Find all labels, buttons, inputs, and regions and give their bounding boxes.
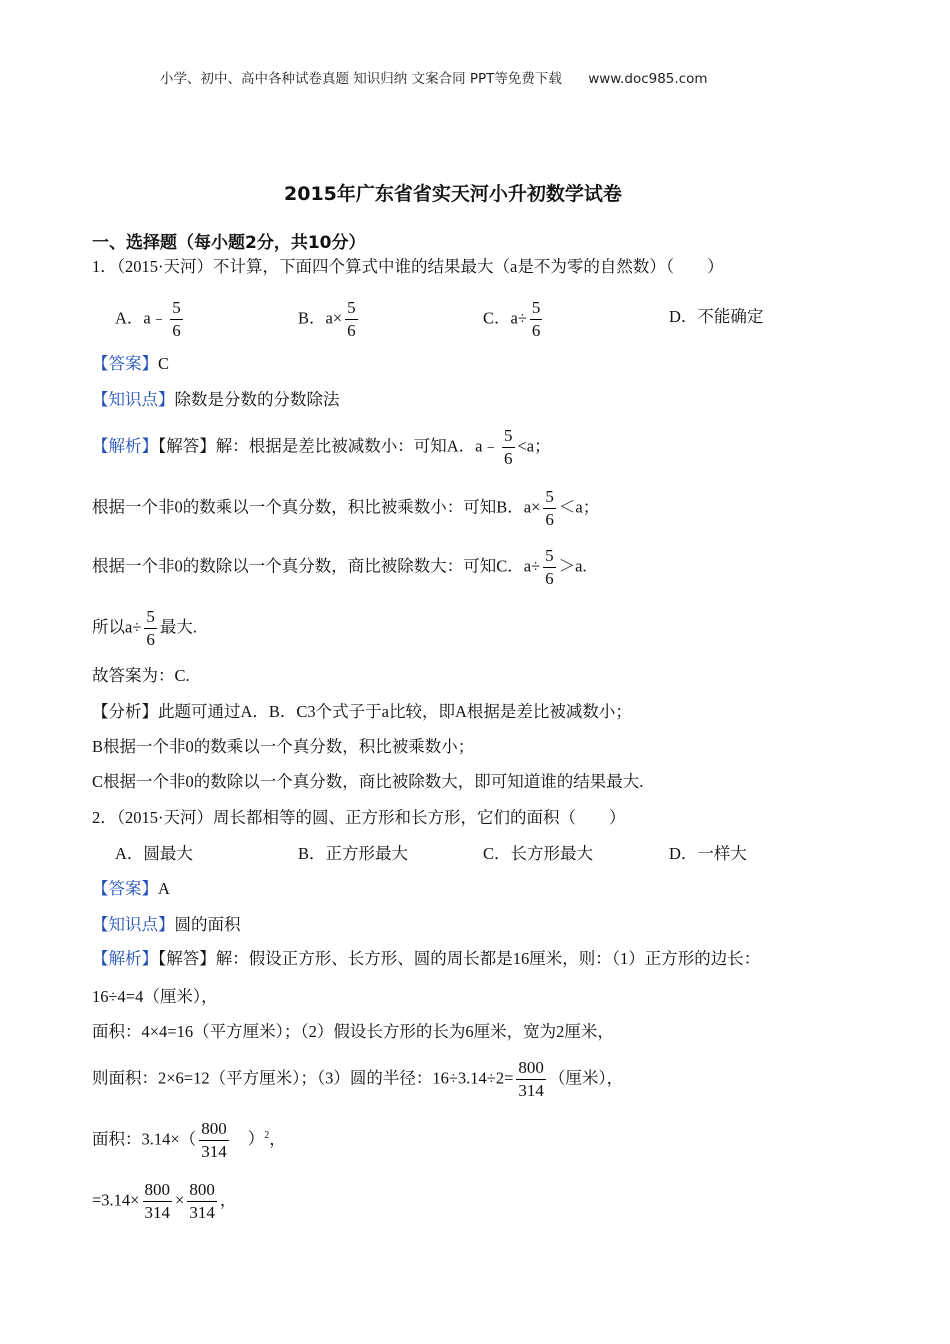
q1-solution-line-1: 【解析】【解答】解：根据是差比被减数小：可知A．a﹣ $\frac{5}{6}$ <a；: [92, 426, 551, 468]
q1-option-c[interactable]: [483, 298, 545, 341]
fraction: $\frac{5}{6}$: [545, 546, 554, 588]
solve-tag: 【解答】: [158, 949, 216, 968]
q2-option-b[interactable]: B．正方形最大: [298, 844, 409, 863]
q1-answer-value: C: [158, 354, 170, 373]
q2-option-d[interactable]: D．一样大: [669, 844, 747, 863]
fraction: $\frac{5}{6}$: [545, 487, 554, 529]
q2-stem: 2．（2015·天河）周长都相等的圆、正方形和长方形，它们的面积（ ）: [92, 808, 626, 827]
q2-solution-line-2: 16÷4=4（厘米），: [92, 987, 218, 1006]
fraction: $\frac{800}{314}$: [201, 1119, 227, 1161]
q1-option-a-label: A．a﹣: [115, 308, 168, 328]
fraction: $\frac{5}{6}$: [172, 298, 181, 340]
q1-option-d[interactable]: D．不能确定: [669, 307, 764, 326]
q1-stem: 1．（2015·天河）不计算，下面四个算式中谁的结果最大（a是不为零的自然数）（ ）: [92, 257, 724, 276]
q2-solution-line-1: 【解析】【解答】解：假设正方形、长方形、圆的周长都是16厘米，则：（1）正方形的边长：: [92, 949, 761, 968]
knowledge-tag: 【知识点】: [92, 390, 175, 409]
fraction: $\frac{5}{6}$: [504, 426, 513, 468]
q2-solution-line-5: 面积：3.14×（ $\frac{800}{314}$ ）$^2$，: [92, 1119, 286, 1161]
q1-option-b[interactable]: [298, 298, 361, 341]
fraction: $\frac{800}{314}$: [144, 1180, 170, 1222]
q1-option-a[interactable]: [115, 298, 186, 341]
header-site[interactable]: www.doc985.com: [588, 71, 708, 87]
q1-fenxi-line-3: C根据一个非0的数除以一个真分数，商比被除数大，即可知道谁的结果最大.: [92, 772, 644, 791]
q2-solution-line-6: =3.14× $\frac{800}{314}$ × $\frac{800}{314}$ ，: [92, 1180, 237, 1222]
q1-answer: [92, 354, 169, 374]
document-title: 2015年广东省省实天河小升初数学试卷: [284, 183, 622, 205]
q1-knowledge: [92, 390, 340, 410]
q1-fenxi-line-2: B根据一个非0的数乘以一个真分数，积比被乘数小；: [92, 737, 475, 756]
answer-tag: 【答案】: [92, 879, 158, 898]
q1-knowledge-value: 除数是分数的分数除法: [174, 390, 340, 409]
q2-solution-line-4: 则面积：2×6=12（平方厘米）；（3）圆的半径：16÷3.14÷2= $\frac{800}{314}$ （厘米），: [92, 1058, 624, 1100]
analysis-tag: 【解析】: [92, 949, 158, 968]
q2-answer-value: A: [158, 879, 170, 898]
fraction: $\frac{5}{6}$: [347, 298, 356, 340]
q1-solution-line-4: 所以a÷ $\frac{5}{6}$ 最大.: [92, 607, 198, 649]
q2-answer: [92, 879, 170, 899]
fraction: $\frac{800}{314}$: [518, 1058, 544, 1100]
fraction: $\frac{5}{6}$: [146, 607, 155, 649]
fenxi-tag: 【分析】: [92, 702, 158, 721]
q1-solution-line-3: 根据一个非0的数除以一个真分数，商比被除数大：可知C．a÷ $\frac{5}{6}$ ＞a.: [92, 546, 587, 588]
q2-option-a[interactable]: A．圆最大: [115, 844, 193, 863]
q1-option-b-label: B．a×: [298, 308, 343, 328]
page-header: [160, 69, 708, 89]
q2-knowledge: [92, 915, 241, 935]
header-text: 小学、初中、高中各种试卷真题 知识归纳 文案合同 PPT等免费下载: [160, 71, 562, 87]
q2-option-c[interactable]: C．长方形最大: [483, 844, 594, 863]
q1-option-c-label: C．a÷: [483, 308, 527, 328]
q2-solution-line-3: 面积：4×4=16（平方厘米）；（2）假设长方形的长为6厘米，宽为2厘米，: [92, 1022, 614, 1041]
q1-fenxi-line-1: 【分析】此题可通过A．B．C3个式子于a比较，即A根据是差比被减数小；: [92, 702, 632, 721]
q1-solution-line-2: 根据一个非0的数乘以一个真分数，积比被乘数小：可知B．a× $\frac{5}{6}$ ＜a；: [92, 487, 600, 529]
analysis-tag: 【解析】: [92, 436, 158, 456]
q2-knowledge-value: 圆的面积: [174, 915, 241, 934]
answer-tag: 【答案】: [92, 354, 158, 373]
fraction: $\frac{800}{314}$: [189, 1180, 215, 1222]
q1-solution-line-5: 故答案为：C.: [92, 666, 190, 685]
knowledge-tag: 【知识点】: [92, 915, 175, 934]
section-heading: 一、选择题（每小题2分，共10分）: [92, 233, 366, 253]
solve-tag: 【解答】: [158, 436, 216, 456]
fraction: $\frac{5}{6}$: [531, 298, 541, 340]
